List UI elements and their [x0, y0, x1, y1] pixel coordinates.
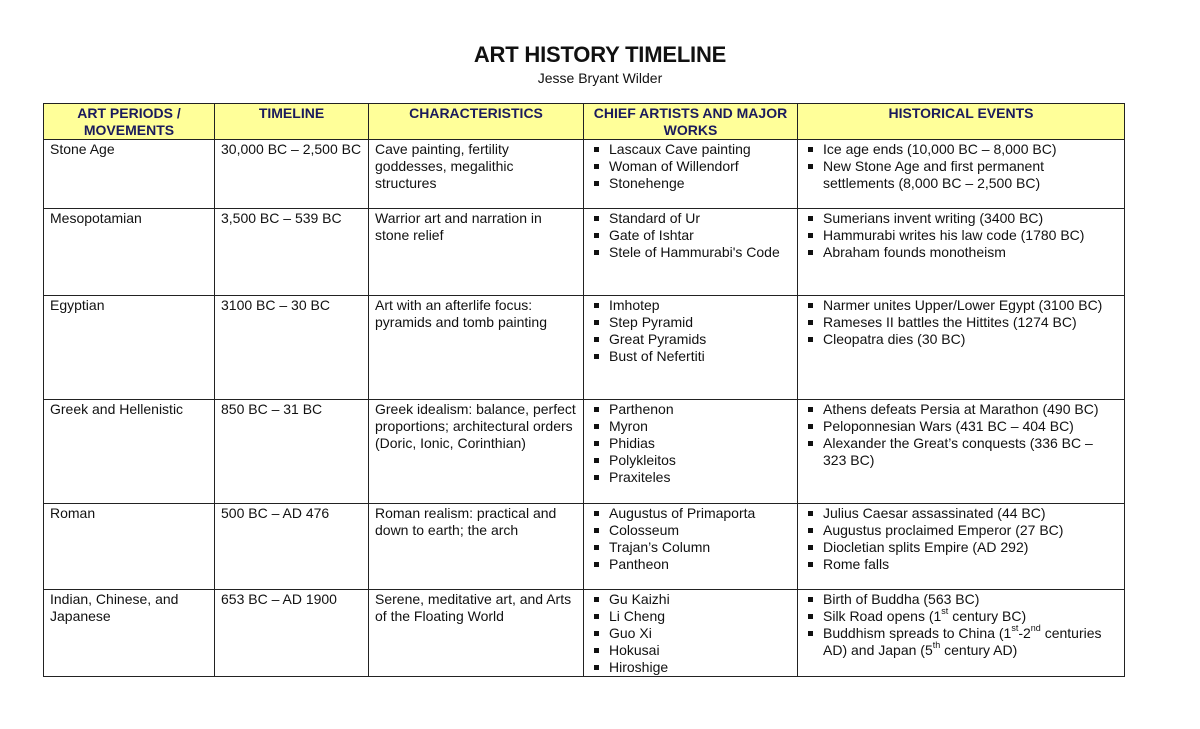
event-text: -2 — [1018, 625, 1031, 641]
period-cell: Roman — [44, 504, 215, 590]
work-item: Praxiteles — [592, 469, 791, 486]
work-item: Stonehenge — [592, 175, 791, 192]
timeline-cell: 653 BC – AD 1900 — [215, 590, 369, 677]
works-cell — [584, 140, 798, 209]
work-item: Li Cheng — [592, 608, 791, 625]
work-item: Augustus of Primaporta — [592, 505, 791, 522]
header-characteristics: CHARACTERISTICS — [369, 104, 584, 140]
period-cell: Stone Age — [44, 140, 215, 209]
event-item — [806, 608, 1118, 625]
ordinal-suffix: th — [932, 640, 941, 651]
event-item: Narmer unites Upper/Lower Egypt (3100 BC) — [806, 297, 1118, 314]
event-item: Diocletian splits Empire (AD 292) — [806, 539, 1118, 556]
event-text: century AD) — [940, 642, 1018, 658]
timeline-cell: 500 BC – AD 476 — [215, 504, 369, 590]
events-cell — [798, 590, 1125, 677]
event-text: centuries AD) and Japan (5 — [823, 625, 1102, 658]
table-row — [44, 296, 1125, 400]
event-text: Silk Road opens (1 — [823, 608, 942, 624]
work-item: Hiroshige — [592, 659, 791, 676]
work-item: Gu Kaizhi — [592, 591, 791, 608]
work-item: Polykleitos — [592, 452, 791, 469]
timeline-cell: 30,000 BC – 2,500 BC — [215, 140, 369, 209]
event-item: Birth of Buddha (563 BC) — [806, 591, 1118, 608]
work-item: Hokusai — [592, 642, 791, 659]
events-cell — [798, 504, 1125, 590]
work-item: Woman of Willendorf — [592, 158, 791, 175]
works-cell — [584, 209, 798, 296]
event-item: Rome falls — [806, 556, 1118, 573]
characteristics-cell: Greek idealism: balance, perfect proportions; architectural orders (Doric, Ionic, Corinthian) — [369, 400, 584, 504]
ordinal-suffix: st — [1011, 623, 1019, 634]
work-item: Step Pyramid — [592, 314, 791, 331]
event-text: century BC) — [948, 608, 1027, 624]
work-item: Stele of Hammurabi's Code — [592, 244, 791, 261]
period-cell: Mesopotamian — [44, 209, 215, 296]
table-row — [44, 590, 1125, 677]
event-item: Alexander the Great’s conquests (336 BC – 323 BC) — [806, 435, 1118, 469]
works-cell — [584, 504, 798, 590]
work-item: Trajan’s Column — [592, 539, 791, 556]
table-row — [44, 400, 1125, 504]
timeline-cell: 3,500 BC – 539 BC — [215, 209, 369, 296]
header-historical-events: HISTORICAL EVENTS — [798, 104, 1125, 140]
event-item: Sumerians invent writing (3400 BC) — [806, 210, 1118, 227]
event-item: Abraham founds monotheism — [806, 244, 1118, 261]
event-item: Hammurabi writes his law code (1780 BC) — [806, 227, 1118, 244]
characteristics-cell: Warrior art and narration in stone relief — [369, 209, 584, 296]
table-row — [44, 209, 1125, 296]
events-cell — [798, 209, 1125, 296]
characteristics-cell: Roman realism: practical and down to earth; the arch — [369, 504, 584, 590]
event-item: New Stone Age and first permanent settlements (8,000 BC – 2,500 BC) — [806, 158, 1118, 192]
event-text: Buddhism spreads to China (1 — [823, 625, 1012, 641]
characteristics-cell: Serene, meditative art, and Arts of the Floating World — [369, 590, 584, 677]
period-cell: Greek and Hellenistic — [44, 400, 215, 504]
event-item: Ice age ends (10,000 BC – 8,000 BC) — [806, 141, 1118, 158]
table-header-row — [44, 104, 1125, 140]
characteristics-cell: Art with an afterlife focus: pyramids and tomb painting — [369, 296, 584, 400]
characteristics-cell: Cave painting, fertility goddesses, megalithic structures — [369, 140, 584, 209]
event-item: Cleopatra dies (30 BC) — [806, 331, 1118, 348]
work-item: Guo Xi — [592, 625, 791, 642]
work-item: Standard of Ur — [592, 210, 791, 227]
header-artists-works: CHIEF ARTISTS AND MAJOR WORKS — [584, 104, 798, 140]
event-item: Peloponnesian Wars (431 BC – 404 BC) — [806, 418, 1118, 435]
work-item: Colosseum — [592, 522, 791, 539]
event-item: Julius Caesar assassinated (44 BC) — [806, 505, 1118, 522]
events-cell — [798, 296, 1125, 400]
events-cell — [798, 140, 1125, 209]
works-cell — [584, 400, 798, 504]
period-cell: Indian, Chinese, and Japanese — [44, 590, 215, 677]
work-item: Great Pyramids — [592, 331, 791, 348]
event-item — [806, 625, 1118, 659]
work-item: Lascaux Cave painting — [592, 141, 791, 158]
document-author: Jesse Bryant Wilder — [537, 70, 663, 86]
table-row — [44, 140, 1125, 209]
timeline-cell: 850 BC – 31 BC — [215, 400, 369, 504]
timeline-cell: 3100 BC – 30 BC — [215, 296, 369, 400]
art-history-table — [43, 103, 1125, 677]
works-cell — [584, 590, 798, 677]
work-item: Gate of Ishtar — [592, 227, 791, 244]
period-cell: Egyptian — [44, 296, 215, 400]
event-item: Augustus proclaimed Emperor (27 BC) — [806, 522, 1118, 539]
table-row — [44, 504, 1125, 590]
ordinal-suffix: st — [941, 606, 949, 617]
header-art-periods: ART PERIODS / MOVEMENTS — [44, 104, 215, 140]
work-item: Parthenon — [592, 401, 791, 418]
ordinal-suffix: nd — [1030, 623, 1041, 634]
work-item: Myron — [592, 418, 791, 435]
event-item: Rameses II battles the Hittites (1274 BC) — [806, 314, 1118, 331]
work-item: Phidias — [592, 435, 791, 452]
events-cell — [798, 400, 1125, 504]
work-item: Imhotep — [592, 297, 791, 314]
work-item: Pantheon — [592, 556, 791, 573]
document-title: ART HISTORY TIMELINE — [473, 42, 727, 67]
works-cell — [584, 296, 798, 400]
event-item: Athens defeats Persia at Marathon (490 BC) — [806, 401, 1118, 418]
header-timeline: TIMELINE — [215, 104, 369, 140]
work-item: Bust of Nefertiti — [592, 348, 791, 365]
